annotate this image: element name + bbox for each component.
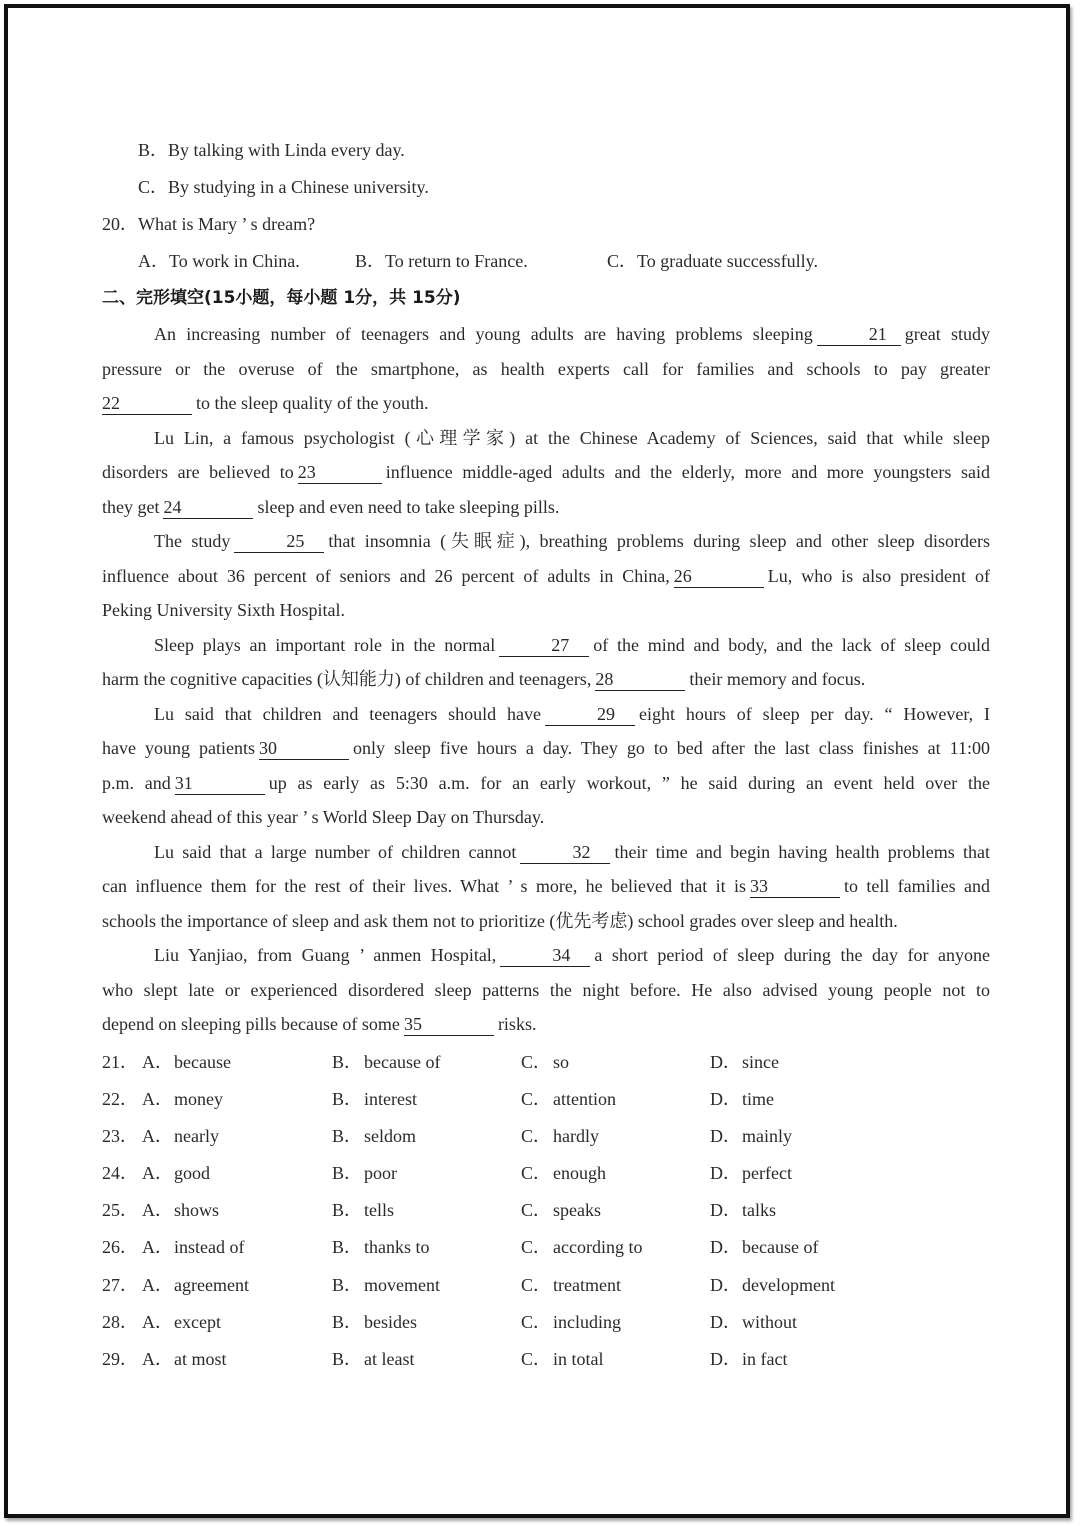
option-b[interactable]	[332, 1155, 521, 1192]
blank-25[interactable]: 25	[234, 530, 324, 553]
text: p.m. and	[102, 772, 171, 793]
option-a[interactable]	[142, 1229, 332, 1266]
option-c[interactable]	[521, 1267, 710, 1304]
paragraph-6	[102, 835, 990, 939]
option-label: A．	[142, 1163, 173, 1184]
option-text: mainly	[742, 1125, 792, 1146]
paragraph-line	[102, 938, 990, 973]
text: harm the cognitive capacities (认知能力) of children and teenagers,	[102, 669, 592, 689]
option-text: because of	[742, 1237, 819, 1258]
text: can influence them for the rest of their lives. What ’ s more, he believed that it is	[102, 876, 746, 896]
paragraph-line: weekend ahead of this year ’ s World Sleep Day on Thursday.	[102, 807, 545, 827]
option-label: A．	[142, 1200, 173, 1221]
paragraph-3	[102, 524, 990, 628]
option-label: D．	[710, 1349, 741, 1369]
paragraph-line	[102, 697, 990, 732]
text: sleep and even need to take sleeping pills.	[257, 496, 560, 517]
blank-32[interactable]: 32	[520, 841, 610, 864]
question-number: 25．	[102, 1200, 138, 1221]
option-text: according to	[553, 1237, 643, 1258]
option-text: including	[553, 1311, 621, 1332]
paragraph-line	[102, 386, 990, 421]
option-b[interactable]	[332, 1192, 521, 1229]
question-number: 28．	[102, 1311, 138, 1332]
blank-28[interactable]: 28	[595, 668, 685, 691]
blank-24[interactable]: 24	[163, 496, 253, 519]
text: only sleep five hours a day. They go to bed after the last class finishes at 11:00	[352, 738, 990, 758]
question-20-options	[102, 243, 990, 280]
option-text: movement	[364, 1274, 440, 1295]
blank-21[interactable]: 21	[817, 323, 901, 346]
option-label: B．	[332, 1349, 363, 1369]
option-text: nearly	[174, 1125, 219, 1146]
paragraph-line	[102, 662, 990, 697]
paragraph-2	[102, 421, 990, 525]
option-label: B．	[332, 1088, 363, 1109]
option-d[interactable]	[710, 1118, 910, 1155]
option-d[interactable]	[710, 1192, 910, 1229]
paragraph-line	[102, 490, 990, 525]
option-label: A．	[142, 1237, 173, 1258]
paragraph-line	[102, 524, 990, 559]
option-text: tells	[364, 1200, 394, 1221]
question-number: 29．	[102, 1349, 138, 1369]
question-row	[102, 1155, 990, 1192]
option-label: D．	[710, 1274, 741, 1295]
option-a[interactable]	[142, 1304, 332, 1341]
option-text: at least	[364, 1349, 415, 1369]
text: to the sleep quality of the youth.	[196, 393, 429, 413]
option-label: B．	[332, 1051, 363, 1072]
option-a[interactable]	[142, 1267, 332, 1304]
paragraph-line	[102, 731, 990, 766]
question-row	[102, 1304, 990, 1341]
paragraph-line: Lu Lin, a famous psychologist (心理学家) at the Chinese Academy of Sciences, said that while sleep	[154, 427, 990, 448]
text: An increasing number of teenagers and young adults are having problems sleeping	[154, 324, 813, 344]
option-text: since	[742, 1051, 779, 1072]
option-label: C．	[521, 1163, 552, 1184]
paragraph-line	[102, 835, 990, 870]
text: Sleep plays an important role in the normal	[154, 634, 496, 655]
text: have young patients	[102, 738, 255, 758]
blank-31[interactable]: 31	[175, 772, 265, 795]
text: Lu said that children and teenagers should have	[154, 703, 541, 724]
option-text: attention	[553, 1088, 616, 1109]
page-content	[102, 132, 990, 1378]
text: they get	[102, 496, 160, 517]
text: Lu said that a large number of children cannot	[154, 841, 517, 862]
option-label: C．	[521, 1349, 552, 1369]
option-d[interactable]	[710, 1341, 910, 1378]
option-label: B．	[332, 1311, 363, 1332]
option-text: development	[742, 1274, 835, 1295]
option-c[interactable]	[521, 1192, 710, 1229]
option-text: poor	[364, 1163, 397, 1184]
option-text: hardly	[553, 1125, 599, 1146]
blank-22[interactable]: 22	[102, 392, 192, 415]
option-label: D．	[710, 1237, 741, 1258]
prev-option-c: C．By studying in a Chinese university.	[138, 177, 429, 197]
option-c[interactable]	[521, 1118, 710, 1155]
option-d[interactable]	[710, 1081, 910, 1118]
option-d[interactable]	[710, 1304, 910, 1341]
text: of the mind and body, and the lack of sleep could	[593, 634, 990, 655]
option-text: interest	[364, 1088, 417, 1109]
option-label: C．	[521, 1051, 552, 1072]
q20-option-b: B．To return to France.	[355, 251, 528, 271]
option-label: B．	[332, 1237, 363, 1258]
paragraph-line: schools the importance of sleep and ask them not to prioritize (优先考虑) school grades over sleep and health.	[102, 910, 898, 931]
option-b[interactable]	[332, 1267, 521, 1304]
q20-option-a: A．To work in China.	[138, 251, 300, 271]
option-text: talks	[742, 1200, 776, 1221]
option-label: A．	[142, 1274, 173, 1295]
option-text: thanks to	[364, 1237, 430, 1258]
option-b[interactable]	[332, 1118, 521, 1155]
option-label: C．	[521, 1200, 552, 1221]
option-label: D．	[710, 1088, 741, 1109]
option-text: time	[742, 1088, 774, 1109]
blank-29[interactable]: 29	[545, 703, 635, 726]
paragraph-line: who slept late or experienced disordered sleep patterns the night before. He also advised young people not to	[102, 979, 990, 1000]
text: that insomnia (失眠症), breathing problems during sleep and other sleep disorders	[328, 531, 990, 551]
text: The study	[154, 531, 231, 551]
text: influence middle-aged adults and the elderly, more and more youngsters said	[385, 462, 990, 482]
paragraph-4	[102, 628, 990, 697]
option-text: money	[174, 1088, 223, 1109]
text: to tell families and	[844, 876, 990, 896]
question-row	[102, 1267, 990, 1304]
option-label: A．	[142, 1088, 173, 1109]
question-20: 20．What is Mary ’ s dream?	[102, 214, 316, 234]
option-a[interactable]	[142, 1044, 332, 1081]
option-a[interactable]	[142, 1081, 332, 1118]
option-label: B．	[332, 1163, 363, 1184]
option-label: D．	[710, 1163, 741, 1184]
option-d[interactable]	[710, 1044, 910, 1081]
blank-33[interactable]: 33	[750, 875, 840, 898]
option-b[interactable]	[332, 1081, 521, 1118]
option-label: D．	[710, 1200, 741, 1221]
option-d[interactable]	[710, 1229, 910, 1266]
option-text: in total	[553, 1349, 604, 1369]
question-row	[102, 1118, 990, 1155]
option-label: A．	[142, 1125, 173, 1146]
text: their memory and focus.	[689, 669, 866, 689]
text: eight hours of sleep per day. “ However, I	[639, 703, 990, 724]
option-text: because of	[364, 1051, 441, 1072]
text: influence about 36 percent of seniors and 26 percent of adults in China,	[102, 565, 670, 586]
option-d[interactable]	[710, 1155, 910, 1192]
question-number: 24．	[102, 1163, 138, 1184]
option-label: A．	[142, 1311, 173, 1332]
question-number: 22．	[102, 1088, 138, 1109]
question-row	[102, 1229, 990, 1266]
option-text: speaks	[553, 1200, 601, 1221]
text: a short period of sleep during the day for anyone	[594, 945, 990, 965]
option-label: D．	[710, 1051, 741, 1072]
option-text: good	[174, 1163, 210, 1184]
text: their time and begin having health problems that	[614, 841, 990, 862]
option-label: C．	[521, 1088, 552, 1109]
text: up as early as 5:30 a.m. for an early workout, ” he said during an event held over the	[268, 772, 990, 793]
paragraph-line	[102, 455, 990, 490]
option-text: in fact	[742, 1349, 788, 1369]
question-row	[102, 1341, 990, 1378]
paragraph-line	[102, 1007, 990, 1042]
text: risks.	[497, 1014, 537, 1034]
blank-27[interactable]: 27	[499, 634, 589, 657]
text: depend on sleeping pills because of some	[102, 1014, 400, 1034]
option-text: without	[742, 1311, 798, 1332]
question-list	[102, 1044, 990, 1379]
paragraph-line	[102, 869, 990, 904]
blank-30[interactable]: 30	[259, 737, 349, 760]
question-number: 26．	[102, 1237, 138, 1258]
option-label: B．	[332, 1274, 363, 1295]
option-text: so	[553, 1051, 570, 1072]
option-label: C．	[521, 1311, 552, 1332]
paragraph-1	[102, 317, 990, 421]
option-label: A．	[142, 1349, 173, 1369]
question-number: 23．	[102, 1125, 138, 1146]
text: great study	[904, 324, 990, 344]
option-label: C．	[521, 1274, 552, 1295]
blank-26[interactable]: 26	[674, 565, 764, 588]
section-heading: 二、完形填空(15小题，每小题 1分，共 15分)	[102, 288, 461, 308]
question-row	[102, 1081, 990, 1118]
option-c[interactable]	[521, 1304, 710, 1341]
option-b[interactable]	[332, 1341, 521, 1378]
q20-option-c: C．To graduate successfully.	[607, 251, 819, 271]
option-label: D．	[710, 1125, 741, 1146]
option-text: seldom	[364, 1125, 416, 1146]
paragraph-line	[102, 628, 990, 663]
option-d[interactable]	[710, 1267, 910, 1304]
paragraph-5	[102, 697, 990, 835]
option-text: besides	[364, 1311, 417, 1332]
option-label: D．	[710, 1311, 741, 1332]
paragraph-line	[102, 317, 990, 352]
prev-option-b: B．By talking with Linda every day.	[138, 140, 405, 160]
option-c[interactable]	[521, 1081, 710, 1118]
blank-23[interactable]: 23	[298, 461, 382, 484]
option-label: C．	[521, 1125, 552, 1146]
option-a[interactable]	[142, 1118, 332, 1155]
option-text: at most	[174, 1349, 227, 1369]
option-text: treatment	[553, 1274, 621, 1295]
option-b[interactable]	[332, 1229, 521, 1266]
paragraph-7	[102, 938, 990, 1042]
option-label: C．	[521, 1237, 552, 1258]
paragraph-line: Peking University Sixth Hospital.	[102, 600, 345, 620]
option-a[interactable]	[142, 1192, 332, 1229]
text: Lu, who is also president of	[767, 565, 990, 586]
question-number: 21．	[102, 1051, 138, 1072]
paragraph-line	[102, 766, 990, 801]
option-text: because	[174, 1051, 231, 1072]
option-text: instead of	[174, 1237, 245, 1258]
option-c[interactable]	[521, 1229, 710, 1266]
option-b[interactable]	[332, 1304, 521, 1341]
option-a[interactable]	[142, 1341, 332, 1378]
question-row	[102, 1192, 990, 1229]
question-row	[102, 1044, 990, 1081]
option-text: shows	[174, 1200, 220, 1221]
blank-35[interactable]: 35	[404, 1013, 494, 1036]
option-label: B．	[332, 1125, 363, 1146]
exam-page	[4, 4, 1070, 1518]
option-text: agreement	[174, 1274, 249, 1295]
paragraph-line: pressure or the overuse of the smartphone, as health experts call for families and schools to pay greater	[102, 358, 990, 379]
text: Liu Yanjiao, from Guang ’ anmen Hospital,	[154, 945, 497, 965]
option-a[interactable]	[142, 1155, 332, 1192]
option-c[interactable]	[521, 1341, 710, 1378]
option-text: perfect	[742, 1163, 792, 1184]
question-number: 27．	[102, 1274, 138, 1295]
option-text: enough	[553, 1163, 606, 1184]
option-c[interactable]	[521, 1044, 710, 1081]
text: disorders are believed to	[102, 462, 294, 482]
option-text: except	[174, 1311, 221, 1332]
paragraph-line	[102, 559, 990, 594]
option-label: A．	[142, 1051, 173, 1072]
option-c[interactable]	[521, 1155, 710, 1192]
option-b[interactable]	[332, 1044, 521, 1081]
blank-34[interactable]: 34	[500, 944, 590, 967]
option-label: B．	[332, 1200, 363, 1221]
